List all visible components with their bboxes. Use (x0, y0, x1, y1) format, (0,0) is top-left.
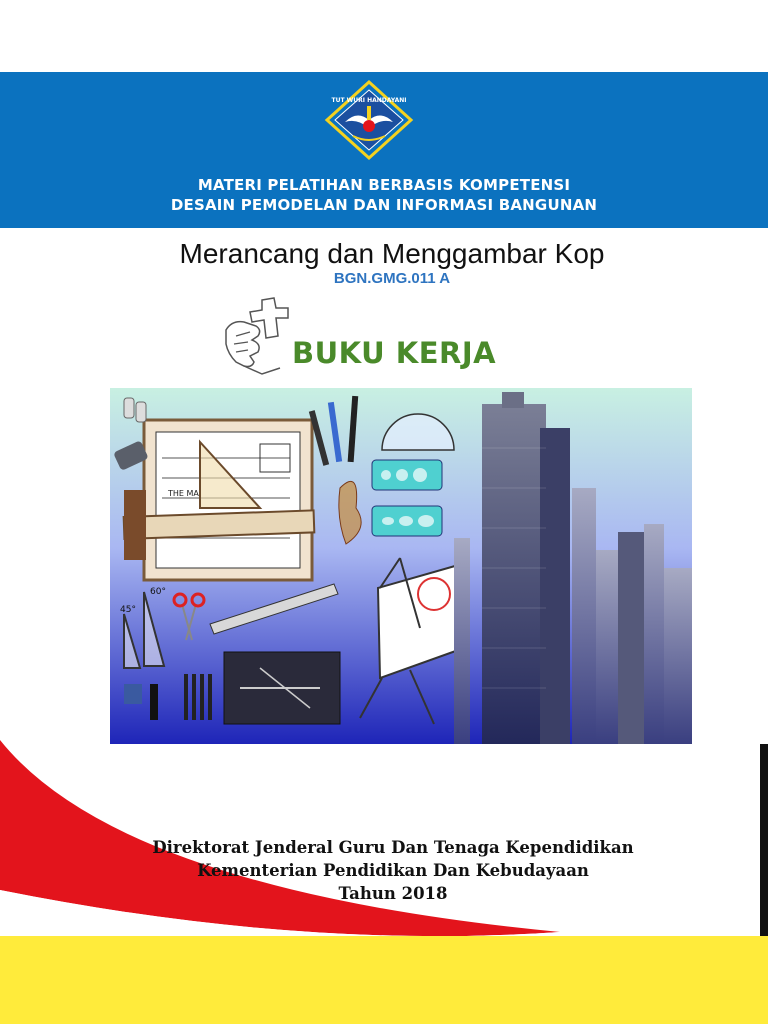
module-code: BGN.GMG.011 A (333, 270, 451, 287)
tower-building (482, 404, 546, 744)
drawing-text: THE MA (168, 489, 199, 498)
footer-line-1: Direktorat Jenderal Guru Dan Tenaga Kependidikan (152, 838, 634, 857)
cover-illustration (110, 388, 692, 744)
label-60: 60° (150, 587, 166, 597)
footer-year: Tahun 2018 (338, 884, 448, 903)
book-label: BUKU KERJA (292, 336, 497, 370)
page-title: Merancang dan Menggambar Kop (179, 238, 605, 269)
footer-line-2: Kementerian Pendidikan Dan Kebudayaan (197, 861, 589, 880)
decorative-swoosh (0, 740, 768, 1024)
hand-tool-icon (222, 296, 298, 378)
label-45: 45° (120, 605, 136, 615)
tut-wuri-handayani-logo (323, 80, 415, 160)
banner-line-2: DESAIN PEMODELAN DAN INFORMASI BANGUNAN (170, 196, 598, 214)
banner-line-1: MATERI PELATIHAN BERBASIS KOMPETENSI (197, 176, 571, 194)
logo-text: TUT WURI HANDAYANI (331, 97, 407, 104)
